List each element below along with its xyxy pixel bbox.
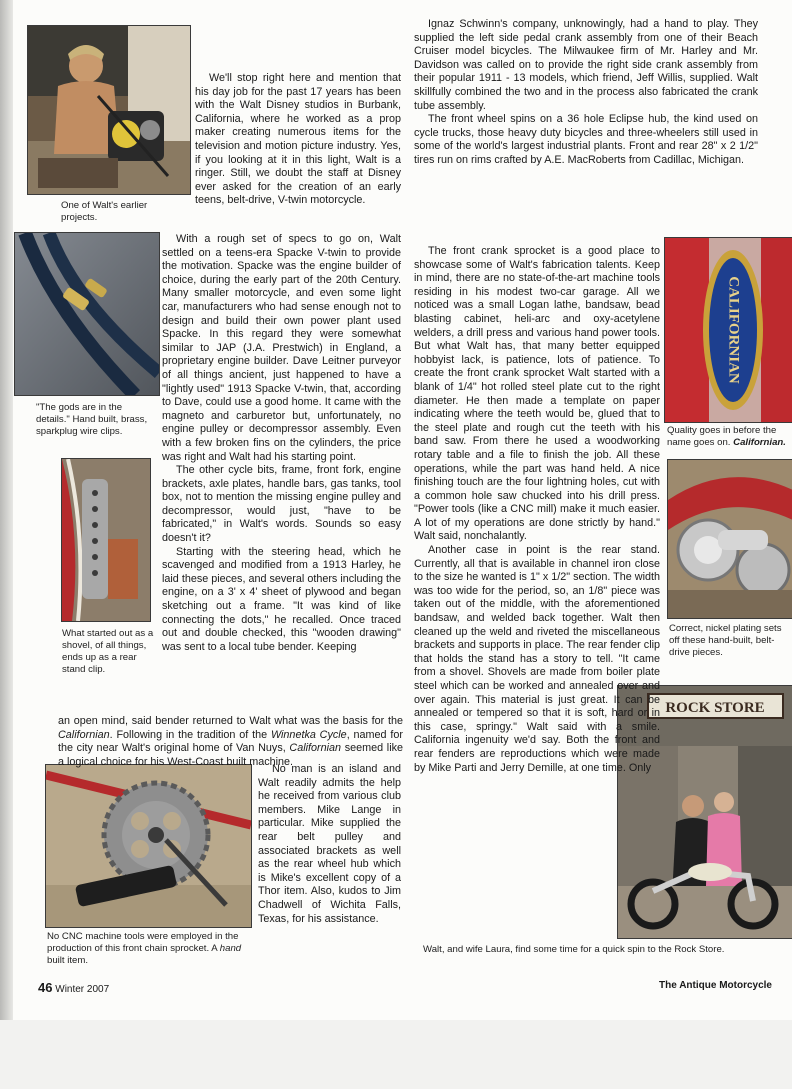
magazine-name: The Antique Motorcycle [659, 980, 772, 991]
photo-sparkplug-wires [14, 232, 160, 396]
column-2-mid [414, 245, 660, 775]
paragraph: The front wheel spins on a 36 hole Eclipse hub, the kind used on cycle trucks, those heavy duty bicycles and three-wheelers still used in some of the world's largest industrial plants. Front and rear 28" x 2 1/2" tires run on rims crafted by A.E. MacRoberts from Cadillac, Michigan. [414, 113, 758, 166]
caption-sprocket: No CNC machine tools were employed in the production of this front chain sprocket. A hand built item. [47, 931, 242, 966]
photo-boy-with-engine [27, 25, 191, 195]
photo-shovel-stand-clip [61, 458, 151, 622]
column-1-wide [58, 715, 403, 769]
caption-nickel: Correct, nickel plating sets off these hand-built, belt-drive pieces. [669, 623, 782, 658]
column-1-bottom [258, 763, 401, 926]
paragraph: Starting with the steering head, which he scavenged and modified from a 1913 Harley, he laid these pieces, and several others including the engine, on a 3' x 4' sheet of plywood and began sketching out a frame. "It was kind of like connecting the dots," he recalled. Once traced out and double checked, this "wooden drawing" was sent to a local tube bender. Keeping [162, 545, 401, 653]
column-1-mid [162, 233, 401, 654]
rock-store-sign: ROCK STORE [665, 700, 765, 716]
issue-date: Winter 2007 [55, 984, 110, 995]
page-bottom-margin [0, 1020, 792, 1089]
paragraph: Ignaz Schwinn's company, unknowingly, had a hand to play. They supplied the left side pedal crank assembly from one of their Beach Cruiser model bicycles. The Milwaukee firm of Mr. Harley and Mr. Davidson was called on to provide the right side crank assembly from their popular 1911 - 13 models, which friend, Jeff Willis, supplied. Walt skillfully combined the two and in the process also fabricated the crank tube assembly. [414, 18, 758, 112]
column-2-top [414, 18, 758, 168]
column-1-top [195, 72, 401, 208]
footer-left [38, 980, 109, 995]
caption-gods-in-details: "The gods are in the details." Hand built, brass, sparkplug wire clips. [36, 402, 148, 437]
paragraph: an open mind, said bender returned to Walt what was the basis for the Californian. Following in the tradition of the Winnetka Cycle, named for the city near Walt's original home of Van Nuys, Californian seemed like a logical choice for his West-Coast built machine. [58, 715, 404, 768]
photo-californian-badge [664, 237, 792, 423]
caption-shovel: What started out as a shovel, of all things, ends up as a rear stand clip. [62, 628, 154, 675]
paragraph: The front crank sprocket is a good place to showcase some of Walt's fabrication talents. Keep in mind, there are no state-of-the-art machine tools residing in his modest two-car garage. All we noticed was a small Logan lathe, bandsaw, bead blasting cabinet, heli-arc and oxy-acetylene welders, a drill press and various hand power tools. But what Walt has, that many better equipped hobbyist lack, is patience, lots of patience. To create the front crank sprocket Walt started with a blank of 1/4" hot rolled steel plate cut to the right diameter. He then made a template on paper indicating where the teeth would be, glued that to the steel plate and rough cut the teeth with his band saw. From there he used a woodworking rotary table and a file to finish the job. All these operations, while the part was hand held. A nice finishing touch are the four lightning holes, cut with a common hole saw chucked into his drill press. "Power tools (like a CNC mill) make it much easier. A lot of my operations are done strictly by hand." Walt said, nonchalantly. [414, 245, 660, 543]
paragraph: No man is an island and Walt readily admits the help he received from various club members. Mike Lange in particular. Mike supplied the rear belt pulley and associated brackets as well as the rear wheel hub which is Mike's excellent copy of a Thor item. Also, kudos to Jim Chadwell of Wichita Falls, Texas, for his assistance. [258, 763, 401, 925]
badge-lettering: CALIFORNIAN [725, 276, 742, 384]
paragraph: Another case in point is the rear stand. Currently, all that is available in channel iron close to the size he wanted is 1" x 1/2" section. The width was too wide for the period, so, an 1/8" piece was taken out of the middle, with the aforementioned bandsaw, and welded back together. Walt then cleaned up the weld and riveted the miscellaneous brackets and supports in place. The rear fender clip that holds the stand has a story to tell. "It came from a shovel. Shovels are made from boiler plate steel which can be worked and annealed over and over again. This material is just great. It can be annealed or tempered so that it is soft, hard or in this case, springy." Walt said with a smile. California ingenuity we'd say. Both the front and rear fenders are reproductions which were made by Mike Parti and Jerry Demille, at one time. Only [414, 544, 660, 774]
page-edge [0, 0, 13, 1089]
caption-rock-store: Walt, and wife Laura, find some time for a quick spin to the Rock Store. [423, 944, 725, 955]
photo-chain-sprocket [45, 764, 252, 928]
paragraph: With a rough set of specs to go on, Walt settled on a teens-era Spacke V-twin to provide the motivation. Spacke was the engine builder of choice, during the early part of the 20th Century. Many smaller motorcycle, and even some light car, manufacturers who had sense enough not to design and build their own power plant used Spacke. In this regard they were somewhat similar to JAP (J.A. Prestwich) in England, a proprietary engine builder. Dave Leitner purveyor of all things ancient, just happened to have a "lightly used" 1913 Spacke V-twin, that, according to Dave, could use a good home. It came with the magneto and carburetor but, unfortunately, no engine pulley or decompressor assembly. Even with a few broken fins on the cylinders, the price was right and Walt had his starting point. [162, 233, 401, 463]
paragraph: We'll stop right here and mention that his day job for the past 17 years has been with the Walt Disney studios in Burbank, California, where he worked as a prop maker creating numerous items for the television and motion picture industry. Yes, if you looking at it in this light, Walt is a ringer. Still, we doubt the staff at Disney ever asked for the creation of an early teens, belt-drive, V-twin motorcycle. [195, 72, 401, 207]
photo-nickel-belt-drive [667, 459, 792, 619]
page-number: 46 [38, 980, 53, 995]
caption-earlier-projects: One of Walt's earlier projects. [61, 200, 148, 223]
paragraph: The other cycle bits, frame, front fork, engine brackets, axle plates, handle bars, gas tanks, tool box, not to mention the missing engine pulley and decompressor, would just, "have to be fabricated," in Walt's words. Sounds so easy doesn't it? [162, 464, 401, 545]
caption-quality: Quality goes in before the name goes on. Californian. [667, 425, 786, 448]
